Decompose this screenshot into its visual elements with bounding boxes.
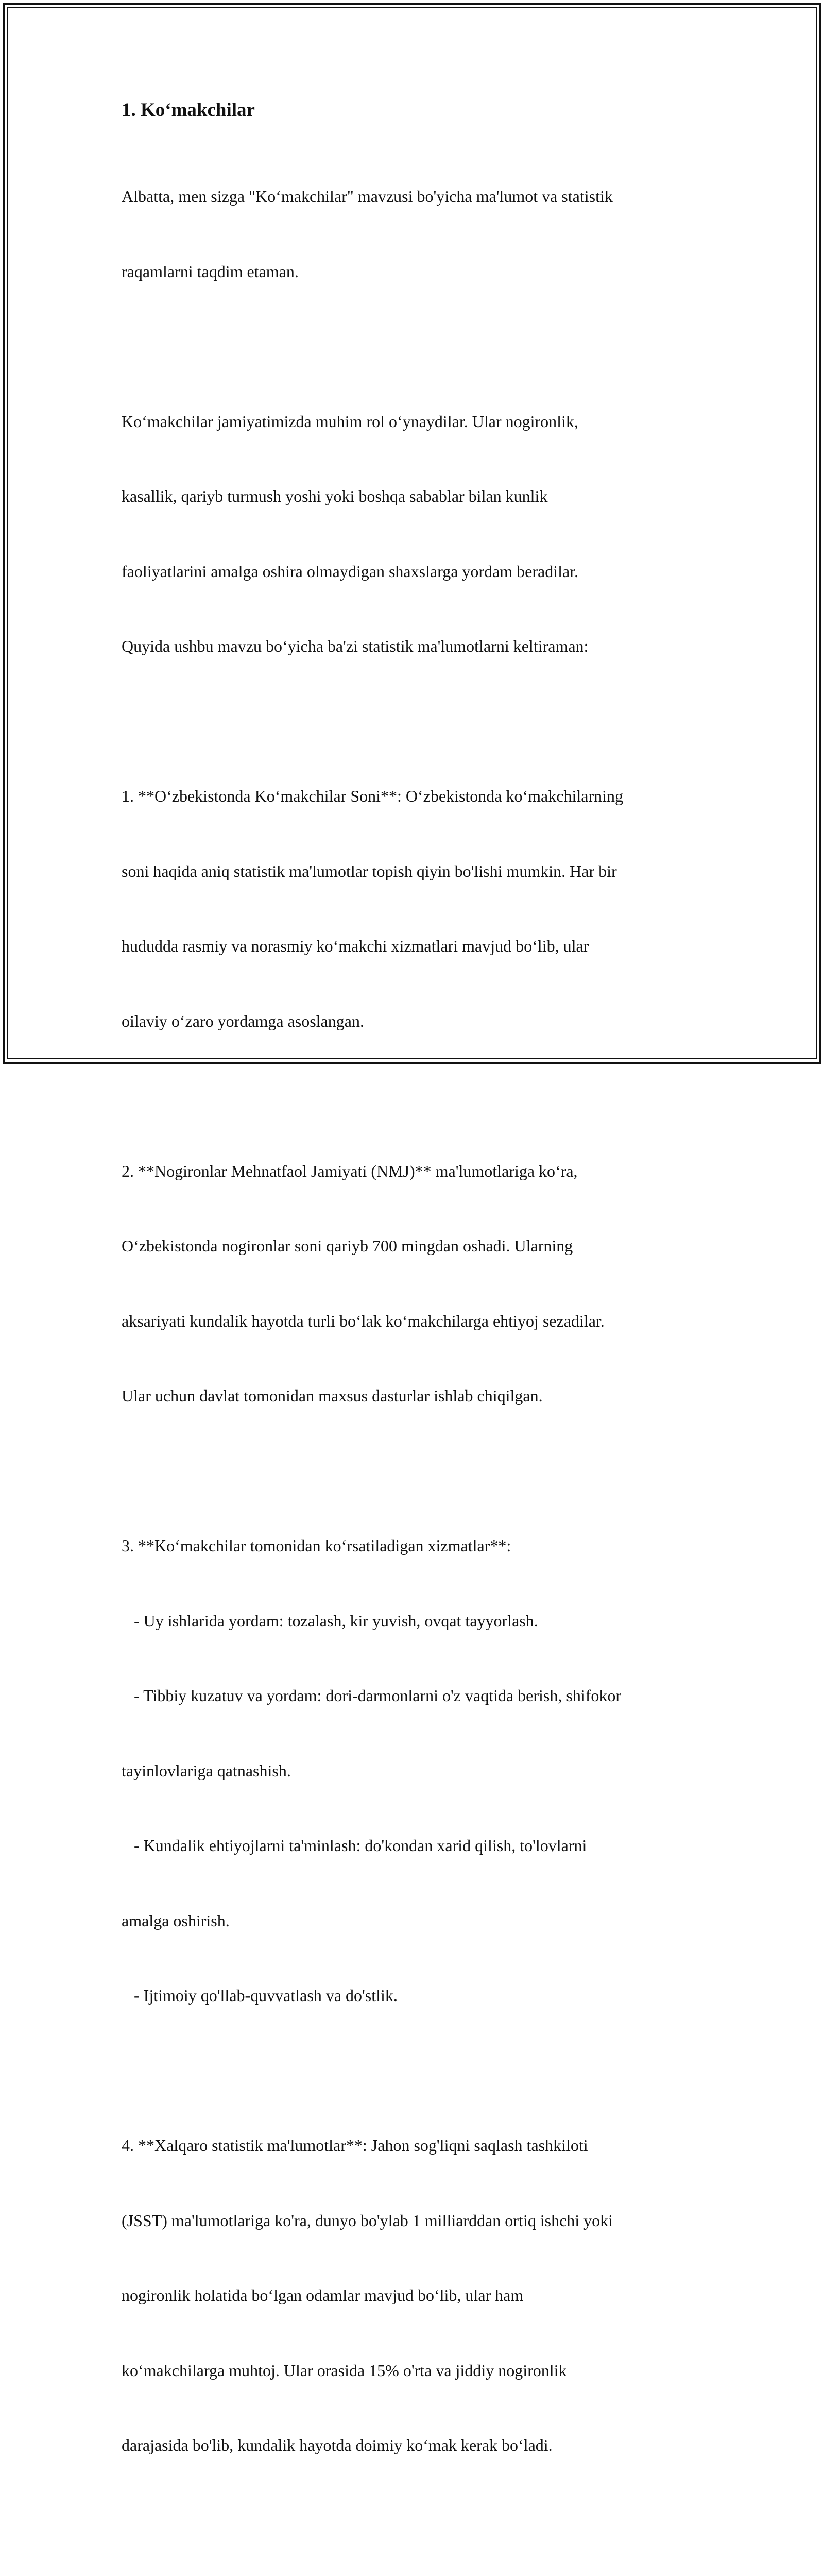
text-line: Albatta, men sizga "Ko‘makchilar" mavzusi bo'yicha ma'lumot va statistik — [122, 187, 613, 206]
text-line: soni haqida aniq statistik ma'lumotlar topish qiyin bo'lishi mumkin. Har bir — [122, 861, 617, 880]
text-line: ko‘makchilarga muhtoj. Ular orasida 15% o'rta va jiddiy nogironlik — [122, 2361, 567, 2380]
text-line — [122, 2508, 703, 2533]
text-line: faoliyatlarini amalga oshira olmaydigan shaxslarga yordam beradilar. — [122, 562, 579, 581]
text-line: amalga oshirish. — [122, 1911, 230, 1930]
text-line: (JSST) ma'lumotlariga ko'ra, dunyo bo'ylab 1 milliarddan ortiq ishchi yoki — [122, 2211, 613, 2230]
text-line: Quyida ushbu mavzu bo‘yicha ba'zi statistik ma'lumotlarni keltiraman: — [122, 637, 589, 655]
document-title: 1. Ko‘makchilar — [122, 99, 255, 121]
text-line: - Ijtimoiy qo'llab-quvvatlash va do'stlik. — [122, 1986, 398, 2005]
text-line: 4. **Xalqaro statistik ma'lumotlar**: Jahon sog'liqni saqlash tashkiloti — [122, 2136, 588, 2155]
text-line: aksariyati kundalik hayotda turli bo‘lak ko‘makchilarga ehtiyoj sezadilar. — [122, 1311, 605, 1330]
text-line — [122, 709, 703, 734]
text-line: Ko‘makchilar jamiyatimizda muhim rol o‘ynaydilar. Ular nogironlik, — [122, 412, 578, 431]
text-line: kasallik, qariyb turmush yoshi yoki boshqa sabablar bilan kunlik — [122, 487, 548, 505]
text-line — [122, 2058, 703, 2083]
text-line: oilaviy o‘zaro yordamga asoslangan. — [122, 1011, 364, 1030]
document-content — [122, 97, 703, 2576]
text-line: nogironlik holatida bo‘lgan odamlar mavjud bo‘lib, ular ham — [122, 2286, 524, 2304]
text-line: - Kundalik ehtiyojlarni ta'minlash: do'kondan xarid qilish, to'lovlarni — [122, 1836, 587, 1855]
document-body — [122, 134, 703, 2576]
text-line: - Uy ishlarida yordam: tozalash, kir yuvish, ovqat tayyorlash. — [122, 1611, 538, 1630]
text-line: 2. **Nogironlar Mehnatfaol Jamiyati (NMJ)** ma'lumotlariga ko‘ra, — [122, 1161, 578, 1180]
text-line: 3. **Ko‘makchilar tomonidan ko‘rsatiladigan xizmatlar**: — [122, 1536, 511, 1555]
text-line — [122, 1083, 703, 1109]
text-line: O‘zbekistonda nogironlar soni qariyb 700 mingdan oshadi. Ularning — [122, 1236, 573, 1255]
text-line — [122, 334, 703, 359]
text-line: - Tibbiy kuzatuv va yordam: dori-darmonlarni o'z vaqtida berish, shifokor — [122, 1686, 622, 1705]
text-line — [122, 1459, 703, 1484]
text-line: darajasida bo'lib, kundalik hayotda doimiy ko‘mak kerak bo‘ladi. — [122, 2436, 553, 2454]
text-line: raqamlarni taqdim etaman. — [122, 262, 299, 281]
text-line: 1. **O‘zbekistonda Ko‘makchilar Soni**: O‘zbekistonda ko‘makchilarning — [122, 787, 623, 805]
text-line: hududda rasmiy va norasmiy ko‘makchi xizmatlari mavjud bo‘lib, ular — [122, 937, 589, 955]
text-line: tayinlovlariga qatnashish. — [122, 1761, 291, 1780]
text-line: Ular uchun davlat tomonidan maxsus dasturlar ishlab chiqilgan. — [122, 1386, 543, 1405]
